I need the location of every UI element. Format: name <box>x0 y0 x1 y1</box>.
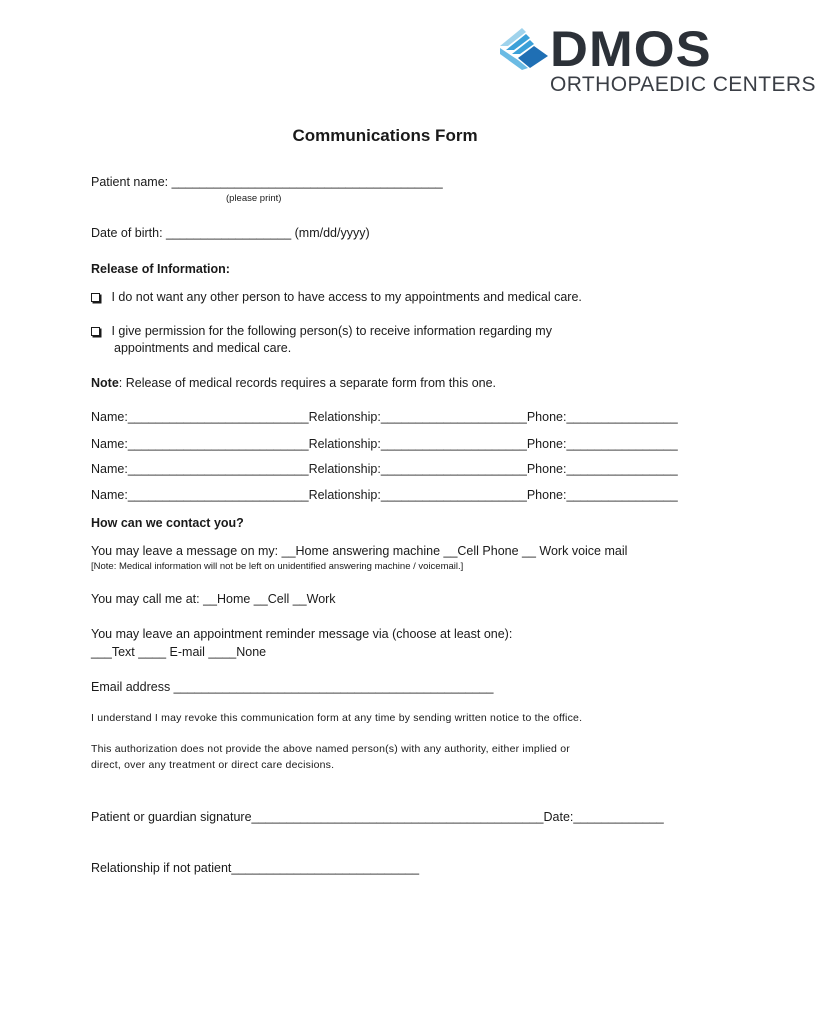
patient-name-field[interactable]: Patient name: _______________________________________ <box>91 175 443 189</box>
message-note: [Note: Medical information will not be left on unidentified answering machine / voicemail.] <box>91 561 464 572</box>
signature-field[interactable]: Patient or guardian signature__________________________________________Date:_____________ <box>91 810 664 824</box>
logo-mark-icon <box>500 28 548 70</box>
authorization-text: This authorization does not provide the above named person(s) with any authority, either implied or <box>91 743 570 755</box>
person-row[interactable]: Name:__________________________Relationship:_____________________Phone:________________ <box>91 488 678 502</box>
email-field[interactable]: Email address ______________________________________________ <box>91 680 494 694</box>
call-options[interactable]: You may call me at: __Home __Cell __Work <box>91 592 336 606</box>
option-permission-label: I give permission for the following person(s) to receive information regarding my <box>111 324 552 338</box>
message-options[interactable]: You may leave a message on my: __Home answering machine __Cell Phone __ Work voice mail <box>91 544 628 558</box>
logo <box>500 21 816 96</box>
note-label: Note <box>91 376 119 390</box>
checkbox-icon[interactable] <box>91 293 100 302</box>
release-heading: Release of Information: <box>91 262 230 276</box>
logo-wordmark: DMOS <box>550 21 712 77</box>
person-row[interactable]: Name:__________________________Relationship:_____________________Phone:________________ <box>91 462 678 476</box>
contact-heading: How can we contact you? <box>91 516 244 530</box>
checkbox-icon[interactable] <box>91 327 100 336</box>
release-option-none[interactable] <box>91 290 582 304</box>
authorization-text-cont: direct, over any treatment or direct care decisions. <box>91 759 335 771</box>
form-title: Communications Form <box>292 126 478 145</box>
option-permission-label-cont: appointments and medical care. <box>114 341 292 355</box>
relationship-field[interactable]: Relationship if not patient___________________________ <box>91 861 420 875</box>
reminder-question: You may leave an appointment reminder message via (choose at least one): <box>91 627 513 641</box>
option-none-label: I do not want any other person to have access to my appointments and medical care. <box>111 290 582 304</box>
please-print-hint: (please print) <box>226 193 282 204</box>
person-row[interactable]: Name:__________________________Relationship:_____________________Phone:________________ <box>91 410 678 424</box>
person-row[interactable]: Name:__________________________Relationship:_____________________Phone:________________ <box>91 437 678 451</box>
note-text: : Release of medical records requires a separate form from this one. <box>118 376 497 390</box>
revoke-text: I understand I may revoke this communication form at any time by sending written notice to the office. <box>91 712 583 724</box>
release-note <box>91 376 496 390</box>
reminder-options[interactable]: ___Text ____ E-mail ____None <box>91 645 267 659</box>
release-option-permission[interactable] <box>91 324 552 338</box>
logo-subtitle: ORTHOPAEDIC CENTERS <box>550 73 816 96</box>
date-of-birth-field[interactable]: Date of birth: __________________ (mm/dd/yyyy) <box>91 226 370 240</box>
